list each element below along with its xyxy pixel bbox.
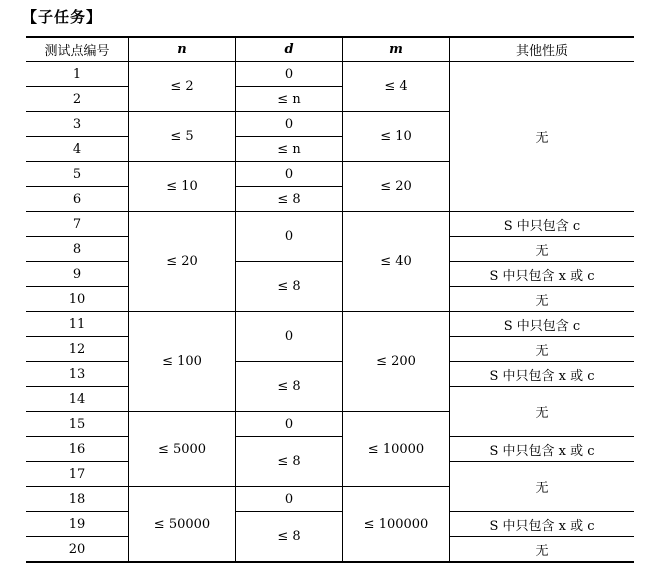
n-cell: ≤ 50000 (129, 487, 236, 563)
m-cell: ≤ 4 (343, 62, 450, 112)
test-id: 12 (26, 337, 129, 362)
test-id: 14 (26, 387, 129, 412)
m-cell: ≤ 10 (343, 112, 450, 162)
test-id: 17 (26, 462, 129, 487)
n-cell: ≤ 5000 (129, 412, 236, 487)
test-id: 9 (26, 262, 129, 287)
test-id: 1 (26, 62, 129, 87)
d-cell: 0 (236, 487, 343, 512)
test-id: 11 (26, 312, 129, 337)
test-id: 2 (26, 87, 129, 112)
table-row (26, 212, 634, 237)
test-id: 10 (26, 287, 129, 312)
other-cell: S 中只包含 x 或 c (450, 362, 635, 387)
table-row (26, 512, 634, 537)
header-row (26, 37, 634, 62)
n-cell: ≤ 2 (129, 62, 236, 112)
test-id: 13 (26, 362, 129, 387)
test-id: 8 (26, 237, 129, 262)
table-row (26, 312, 634, 337)
n-cell: ≤ 20 (129, 212, 236, 312)
header-other: 其他性质 (450, 37, 635, 62)
other-cell: 无 (450, 537, 635, 563)
test-id: 15 (26, 412, 129, 437)
header-m: m (343, 37, 450, 62)
d-cell: 0 (236, 162, 343, 187)
m-cell: ≤ 100000 (343, 487, 450, 563)
d-cell: 0 (236, 412, 343, 437)
d-cell: 0 (236, 212, 343, 262)
n-cell: ≤ 10 (129, 162, 236, 212)
d-cell: ≤ 8 (236, 187, 343, 212)
test-id: 20 (26, 537, 129, 563)
other-cell: 无 (450, 387, 635, 437)
m-cell: ≤ 40 (343, 212, 450, 312)
subtask-table (26, 36, 634, 563)
d-cell: 0 (236, 62, 343, 87)
d-cell: ≤ 8 (236, 437, 343, 487)
test-id: 19 (26, 512, 129, 537)
header-test-id: 测试点编号 (26, 37, 129, 62)
other-cell: 无 (450, 62, 635, 212)
d-cell: ≤ n (236, 87, 343, 112)
d-cell: 0 (236, 112, 343, 137)
d-cell: ≤ 8 (236, 362, 343, 412)
test-id: 7 (26, 212, 129, 237)
table-row (26, 262, 634, 287)
d-cell: ≤ 8 (236, 262, 343, 312)
table-row (26, 62, 634, 87)
header-d: d (236, 37, 343, 62)
m-cell: ≤ 200 (343, 312, 450, 412)
test-id: 3 (26, 112, 129, 137)
test-id: 4 (26, 137, 129, 162)
n-cell: ≤ 5 (129, 112, 236, 162)
other-cell: S 中只包含 c (450, 312, 635, 337)
other-cell: 无 (450, 237, 635, 262)
other-cell: S 中只包含 x 或 c (450, 262, 635, 287)
d-cell: ≤ n (236, 137, 343, 162)
table-row (26, 437, 634, 462)
test-id: 6 (26, 187, 129, 212)
other-cell: 无 (450, 287, 635, 312)
other-cell: S 中只包含 x 或 c (450, 437, 635, 462)
d-cell: ≤ 8 (236, 512, 343, 563)
test-id: 5 (26, 162, 129, 187)
other-cell: S 中只包含 x 或 c (450, 512, 635, 537)
d-cell: 0 (236, 312, 343, 362)
m-cell: ≤ 20 (343, 162, 450, 212)
header-n: n (129, 37, 236, 62)
other-cell: 无 (450, 337, 635, 362)
other-cell: S 中只包含 c (450, 212, 635, 237)
m-cell: ≤ 10000 (343, 412, 450, 487)
table-row (26, 362, 634, 387)
other-cell: 无 (450, 462, 635, 512)
test-id: 16 (26, 437, 129, 462)
n-cell: ≤ 100 (129, 312, 236, 412)
test-id: 18 (26, 487, 129, 512)
section-title: 【子任务】 (22, 8, 103, 26)
